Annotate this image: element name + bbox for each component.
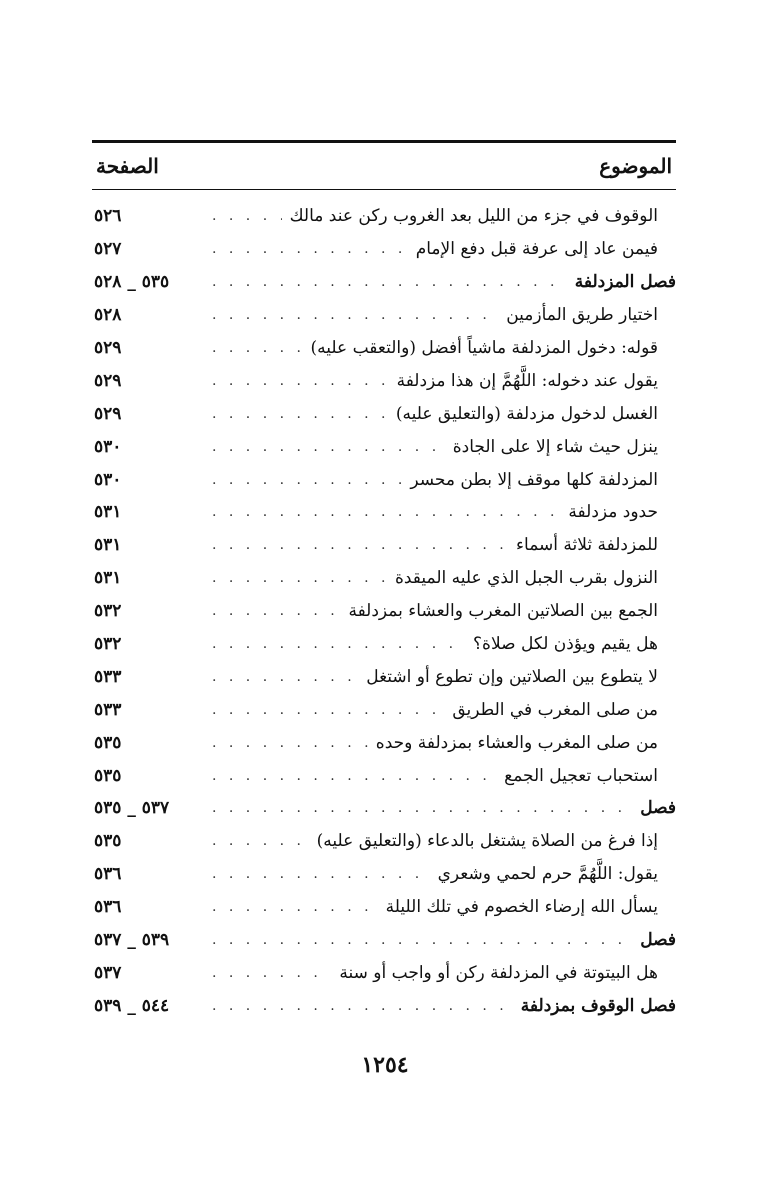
toc-entry-row: [92, 430, 676, 463]
toc-entry-page: ٥٣٣: [94, 666, 122, 687]
toc-section-row: [92, 792, 676, 825]
toc-entry-row: [92, 364, 676, 397]
toc-entry-page: ٥٢٩: [94, 338, 122, 358]
dot-leader: [212, 669, 358, 685]
toc-header: [92, 143, 676, 189]
toc-entry-title: فصل المزدلفة: [574, 272, 676, 293]
toc-entry-title: اختيار طريق المأزمين: [506, 305, 658, 326]
dot-leader: [212, 208, 282, 224]
dot-leader: [212, 866, 430, 882]
dot-leader: [212, 537, 508, 553]
toc-entry-title: قوله: دخول المزدلفة ماشياً أفضل (والتعقب عليه): [310, 338, 658, 358]
toc-entry-page: ٥٣١: [94, 568, 122, 589]
toc-section-row: [92, 266, 676, 299]
toc-entry-title: فيمن عاد إلى عرفة قبل دفع الإمام: [415, 239, 658, 260]
toc-entry-title: استحباب تعجيل الجمع: [504, 765, 658, 786]
toc-entry-page: ٥٢٧: [94, 239, 122, 260]
dot-leader: [212, 965, 331, 981]
toc-entry-title: للمزدلفة ثلاثة أسماء: [516, 535, 658, 556]
toc-entry-title: يسأل الله إرضاء الخصوم في تلك الليلة: [385, 897, 658, 918]
toc-entry-row: [92, 562, 676, 595]
toc-page: [92, 140, 676, 1022]
toc-entry-page: ٥٣٢: [94, 634, 122, 655]
toc-entry-title: الوقوف في جزء من الليل بعد الغروب ركن عند مالك: [289, 206, 658, 227]
toc-section-row: [92, 924, 676, 957]
toc-entry-row: [92, 628, 676, 661]
toc-entry-row: [92, 858, 676, 891]
dot-leader: [212, 241, 408, 257]
toc-entry-page: ٥٢٩: [94, 370, 122, 391]
dot-leader: [212, 735, 368, 751]
toc-entry-title: فصل: [640, 798, 676, 819]
toc-entry-title: إذا فرغ من الصلاة يشتغل بالدعاء (والتعليق عليه): [316, 831, 658, 852]
toc-entry-page: ٥٣٦: [94, 864, 122, 885]
dot-leader: [212, 406, 388, 422]
toc-entry-title: يقول: اللَّهُمَّ حرم لحمي وشعري: [437, 864, 658, 885]
toc-entry-page: ٥٢٨: [94, 305, 122, 326]
dot-leader: [212, 504, 560, 520]
page-number: ١٢٥٤: [361, 1052, 409, 1078]
toc-entry-title: النزول بقرب الجبل الذي عليه الميقدة: [394, 568, 658, 589]
dot-leader: [212, 932, 632, 948]
header-rule: [92, 189, 676, 190]
toc-entry-page: ٥٣٩ _ ٥٣٧: [94, 930, 170, 951]
dot-leader: [212, 768, 496, 784]
toc-entry-row: [92, 299, 676, 332]
toc-entry-title: الجمع بين الصلاتين المغرب والعشاء بمزدلفة: [348, 601, 658, 622]
toc-entry-row: [92, 496, 676, 529]
dot-leader: [212, 800, 632, 816]
dot-leader: [212, 274, 567, 290]
toc-entry-page: ٥٣٣: [94, 699, 122, 720]
toc-entry-page: ٥٤٤ _ ٥٣٩: [94, 995, 170, 1016]
page-column-label: الصفحة: [96, 154, 159, 178]
toc-entry-page: ٥٣٠: [94, 469, 122, 490]
toc-entry-title: هل البيتوتة في المزدلفة ركن أو واجب أو سنة: [339, 962, 658, 983]
toc-entry-row: [92, 529, 676, 562]
dot-leader: [212, 570, 387, 586]
dot-leader: [212, 636, 465, 652]
toc-entry-row: [92, 726, 676, 759]
toc-entry-page: ٥٣٥: [94, 765, 122, 786]
toc-entry-page: ٥٣٧: [94, 962, 122, 983]
toc-entry-row: [92, 332, 676, 365]
toc-entry-title: هل يقيم ويؤذن لكل صلاة؟: [473, 634, 658, 655]
toc-entry-page: ٥٢٩: [94, 403, 122, 424]
toc-entry-title: يقول عند دخوله: اللَّهُمَّ إن هذا مزدلفة: [396, 370, 658, 391]
toc-entry-row: [92, 693, 676, 726]
toc-entry-title: لا يتطوع بين الصلاتين وإن تطوع أو اشتغل: [366, 666, 658, 687]
toc-entry-title: حدود مزدلفة: [568, 502, 658, 523]
toc-entry-row: [92, 759, 676, 792]
toc-entry-page: ٥٣٠: [94, 436, 122, 457]
toc-entry-row: [92, 397, 676, 430]
toc-entry-row: [92, 956, 676, 989]
dot-leader: [212, 439, 445, 455]
toc-entry-page: ٥٣١: [94, 535, 122, 556]
dot-leader: [212, 603, 340, 619]
toc-entry-title: فصل: [640, 930, 676, 951]
dot-leader: [212, 899, 378, 915]
dot-leader: [212, 702, 444, 718]
dot-leader: [212, 833, 309, 849]
dot-leader: [212, 472, 402, 488]
toc-entry-row: [92, 200, 676, 233]
toc-entry-page: ٥٣١: [94, 502, 122, 523]
toc-entry-row: [92, 463, 676, 496]
toc-entry-title: ينزل حيث شاء إلا على الجادة: [452, 436, 658, 457]
toc-entry-page: ٥٣٥ _ ٥٢٨: [94, 272, 170, 293]
toc-entry-page: ٥٣٥: [94, 831, 122, 852]
toc-entry-page: ٥٣٥: [94, 732, 122, 753]
toc-entry-title: من صلى المغرب والعشاء بمزدلفة وحده: [375, 732, 658, 753]
dot-leader: [212, 340, 303, 356]
toc-entry-row: [92, 595, 676, 628]
toc-entry-row: [92, 825, 676, 858]
toc-entry-row: [92, 891, 676, 924]
dot-leader: [212, 307, 498, 323]
toc-entry-title: المزدلفة كلها موقف إلا بطن محسر: [410, 469, 658, 490]
toc-entry-row: [92, 233, 676, 266]
toc-entry-page: ٥٢٦: [94, 206, 122, 227]
topic-column-label: الموضوع: [599, 154, 672, 178]
toc-list: [92, 200, 676, 1022]
toc-entry-row: [92, 660, 676, 693]
toc-entry-page: ٥٣٦: [94, 897, 122, 918]
toc-entry-title: من صلى المغرب في الطريق: [452, 699, 658, 720]
toc-entry-title: الغسل لدخول مزدلفة (والتعليق عليه): [395, 403, 658, 424]
dot-leader: [212, 373, 389, 389]
toc-entry-title: فصل الوقوف بمزدلفة: [520, 995, 676, 1016]
toc-section-row: [92, 989, 676, 1022]
toc-entry-page: ٥٣٧ _ ٥٣٥: [94, 798, 170, 819]
toc-entry-page: ٥٣٢: [94, 601, 122, 622]
dot-leader: [212, 998, 513, 1014]
